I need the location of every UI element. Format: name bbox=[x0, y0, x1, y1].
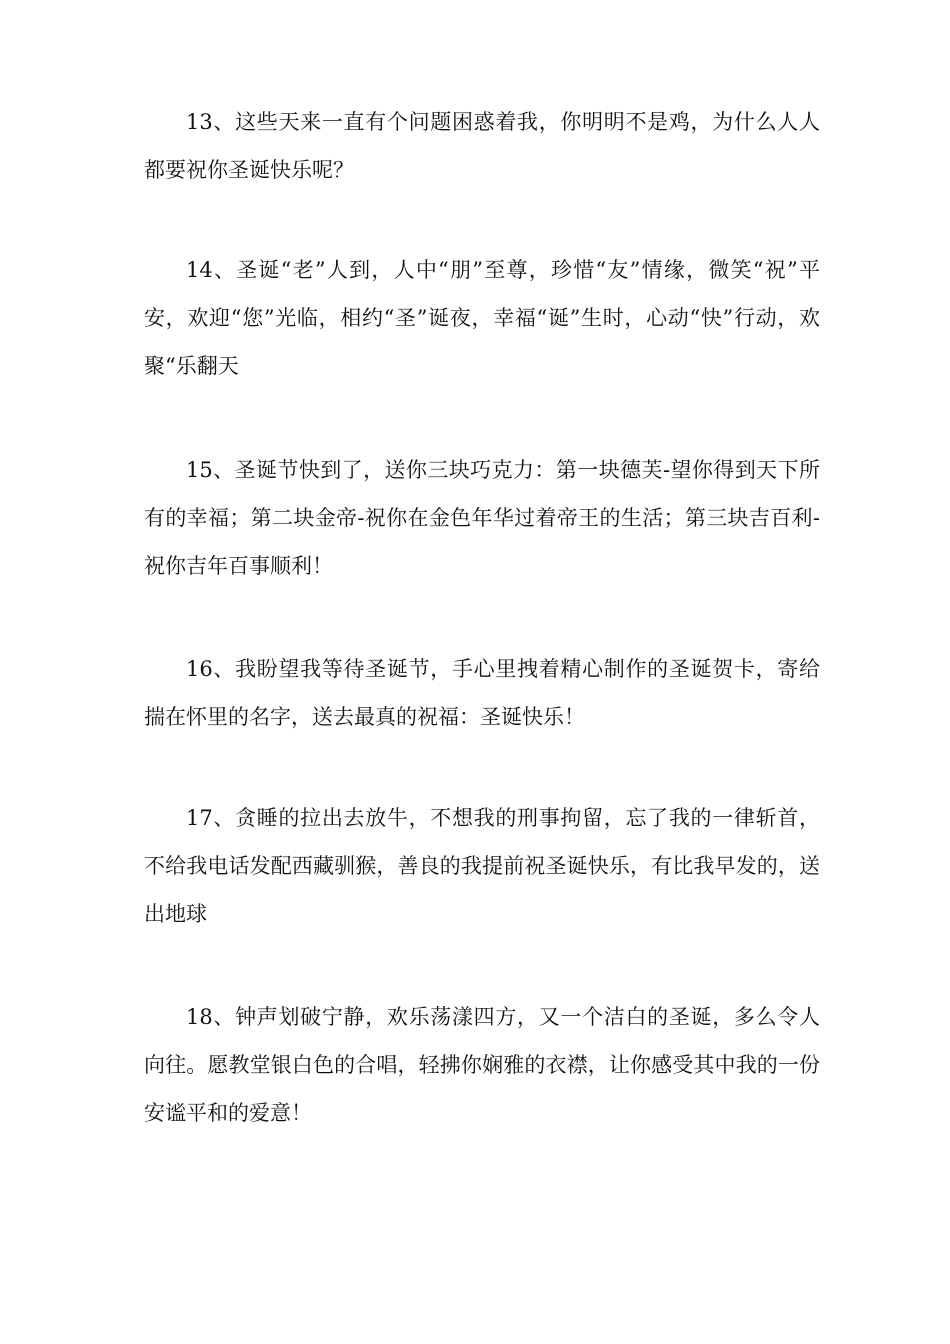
paragraph-17: 17、贪睡的拉出去放牛，不想我的刑事拘留，忘了我的一律斩首，不给我电话发配西藏驯猴，善良的我提前祝圣诞快乐，有比我早发的，送出地球 bbox=[144, 806, 820, 926]
paragraph-15: 15、圣诞节快到了，送你三块巧克力：第一块德芙-望你得到天下所有的幸福；第二块金帝-祝你在金色年华过着帝王的生活；第三块吉百利-祝你吉年百事顺利！ bbox=[144, 458, 820, 578]
paragraph-14: 14、圣诞“老”人到，人中“朋”至尊，珍惜“友”情缘，微笑“祝”平安，欢迎“您”光临，相约“圣”诞夜，幸福“诞”生时，心动“快”行动，欢聚“乐翻天 bbox=[144, 258, 820, 378]
paragraph-16: 16、我盼望我等待圣诞节，手心里拽着精心制作的圣诞贺卡，寄给揣在怀里的名字，送去最真的祝福：圣诞快乐！ bbox=[144, 657, 820, 729]
paragraph-18: 18、钟声划破宁静，欢乐荡漾四方，又一个洁白的圣诞，多么令人向往。愿教堂银白色的合唱，轻拂你娴雅的衣襟，让你感受其中我的一份安谧平和的爱意！ bbox=[144, 1005, 820, 1125]
paragraph-13: 13、这些天来一直有个问题困惑着我，你明明不是鸡，为什么人人都要祝你圣诞快乐呢？ bbox=[144, 110, 820, 182]
